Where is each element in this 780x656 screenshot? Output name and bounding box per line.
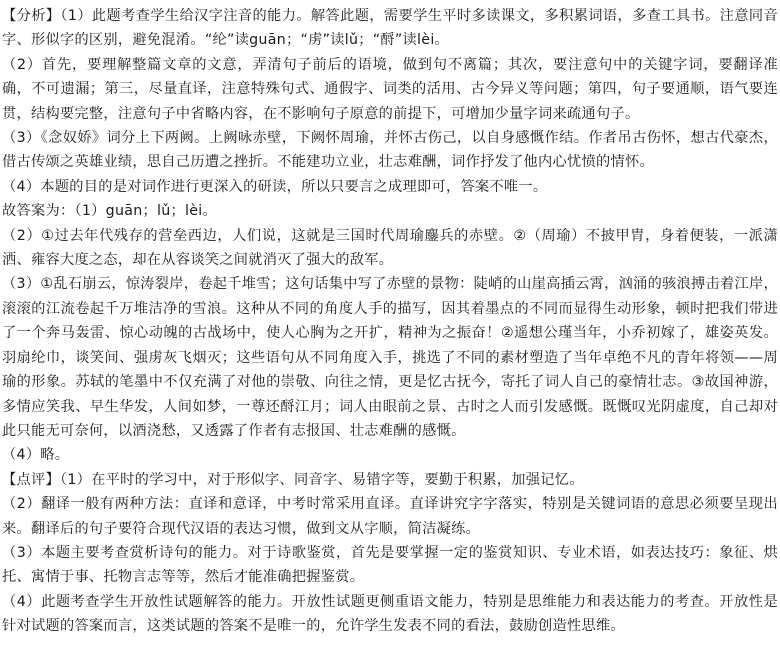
- comment-open-question-paragraph: （4）此题考查学生开放性试题解答的能力。开放性试题更侧重语文能力，特别是思维能力和表达能力的考查。开放性是针对试题的答案而言，这类试题的答案不是唯一的，允许学生发表不同的看法，鼓励创造性思维。: [2, 593, 778, 635]
- answer-pronunciation-paragraph: 故答案为：（1）guān；lǔ；lèi。: [2, 203, 218, 220]
- answer-omitted-paragraph: （4）略。: [2, 447, 70, 464]
- analysis-poem-structure-paragraph: （3）《念奴娇》词分上下两阙。上阙咏赤壁，下阙怀周瑜，并怀古伤己，以自身感慨作结。作者吊古伤怀，想古代豪杰，借古传颂之英雄业绩，思自己历遭之挫折。不能建功立业，壮志难酬，词作抒发了他内心忧愤的情怀。: [2, 130, 778, 171]
- comment-translation-paragraph: （2）翻译一般有两种方法：直译和意译，中考时常采用直译。直译讲究字字落实，特别是关键词语的意思必须要呈现出来。翻译后的句子要符合现代汉语的表达习惯，做到文从字顺，简洁凝练。: [2, 496, 778, 537]
- analysis-open-question-paragraph: （4）本题的目的是对词作进行更深入的研读，所以只要言之成理即可，答案不唯一。: [2, 178, 548, 195]
- answer-appreciation-paragraph: （3）①乱石崩云，惊涛裂岸，卷起千堆雪；这句话集中写了赤壁的景物：陡峭的山崖高插云霄，汹涌的骇浪搏击着江岸，滚滚的江流卷起千万堆洁净的雪浪。这种从不同的角度人手的描写，因其着墨点的不同而显得生动形象，顿时把我们带进了一个奔马轰雷、惊心动魄的古战场中，使人心胸为之开扩，精神为之振奋！②遥想公瑾当年，小乔初嫁了，雄姿英发。羽扇纶巾，谈笑间、强虏灰飞烟灭；这些语句从不同角度入手，挑选了不同的素材塑造了当年卓绝不凡的青年将领——周瑜的形象。苏轼的笔墨中不仅充满了对他的崇敬、向往之情，更是忆古抚今，寄托了词人自己的豪情壮志。③故国神游，多情应笑我、早生华发，人间如梦，一尊还酹江月；词人由眼前之景、古时之人而引发感慨。既慨叹光阴虚度，自己却对此只能无可奈何，以酒浇愁，又透露了作者有志报国、壮志难酬的感慨。: [2, 276, 778, 439]
- comment-appreciation-paragraph: （3）本题主要考查赏析诗句的能力。对于诗歌鉴赏，首先是要掌握一定的鉴赏知识、专业术语，如表达技巧：象征、烘托、寓情于事、托物言志等等，然后才能准确把握鉴赏。: [2, 544, 778, 586]
- answer-document: [2, 4, 778, 639]
- comment-accumulation-paragraph: 【点评】（1）在平时的学习中，对于形似字、同音字、易错字等，要勤于积累，加强记忆。: [2, 471, 584, 488]
- analysis-intro-paragraph: 【分析】（1）此题考查学生给汉字注音的能力。解答此题，需要学生平时多读课文，多积累词语，多查工具书。注意同音字、形似字的区别，避免混淆。“纶”读guān；“虏”读lǔ；“酹”读lèi。: [2, 8, 778, 49]
- answer-translation-paragraph: （2）①过去年代残存的营垒西边，人们说，这就是三国时代周瑜鏖兵的赤壁。②（周瑜）不披甲胄，身着便装，一派潇洒、雍容大度之态，却在从容谈笑之间就消灭了强大的敌军。: [2, 227, 778, 269]
- analysis-translation-method-paragraph: （2）首先，要理解整篇文章的文意，弄清句子前后的语境，做到句不离篇；其次，要注意句中的关键字词，要翻译准确，不可遗漏；第三，尽量直译，注意特殊句式、通假字、词类的活用、古今异义等问题；第四，句子要通顺，语气要连贯，结构要完整，注意句子中省略内容，在不影响句子原意的前提下，可增加少量字词来疏通句子。: [2, 56, 778, 122]
